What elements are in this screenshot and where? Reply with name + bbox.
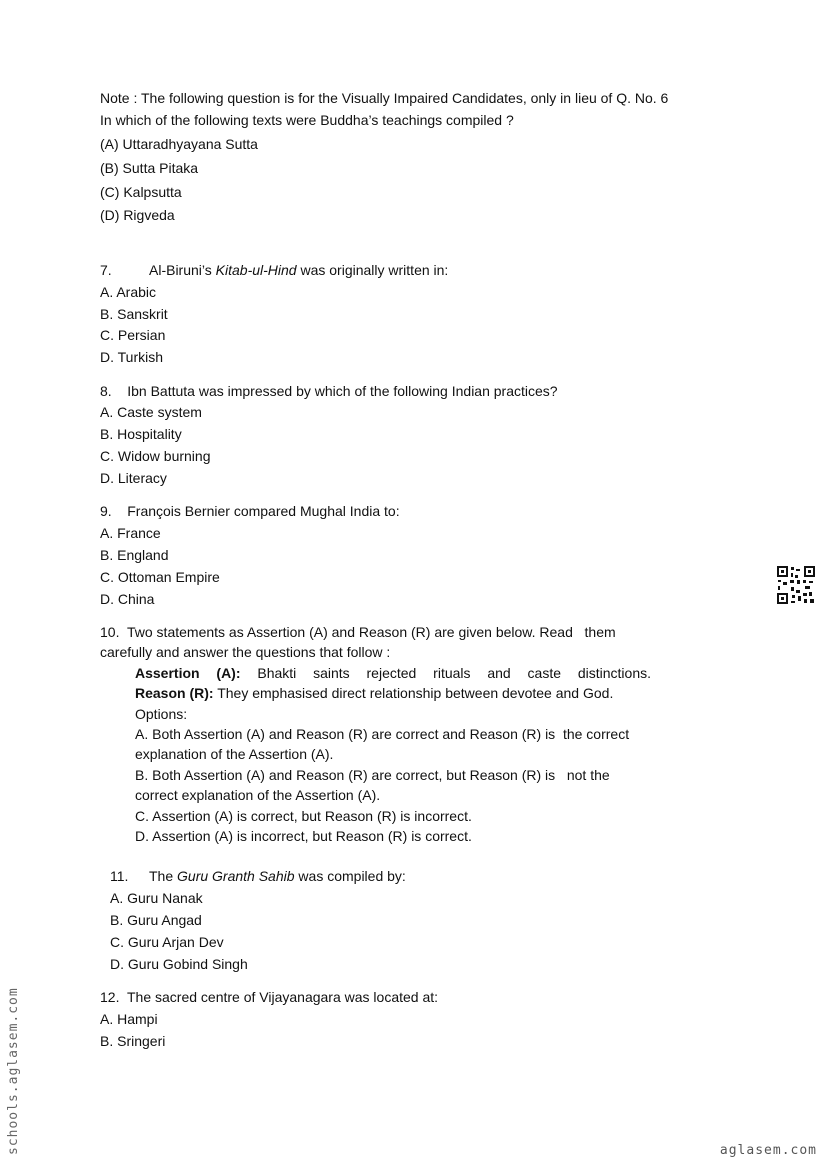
q10-option-d: D. Assertion (A) is incorrect, but Reason (R) is correct.	[135, 828, 472, 844]
q10-option-a-line2: explanation of the Assertion (A).	[135, 746, 334, 762]
q10-options-label: Options:	[135, 706, 188, 722]
q7-question: Al-Biruni’s Kitab-ul-Hind was originally written in:	[149, 262, 449, 278]
q9-question: 9. François Bernier compared Mughal India to:	[100, 503, 400, 519]
note-option-d: (D) Rigveda	[100, 207, 175, 223]
q9-option-a: A. France	[100, 525, 161, 541]
q11-option-c: C. Guru Arjan Dev	[110, 934, 224, 950]
q10-option-c: C. Assertion (A) is correct, but Reason (R) is incorrect.	[135, 808, 472, 824]
q11-number: 11.	[110, 868, 129, 884]
q11-question: The Guru Granth Sahib was compiled by:	[149, 868, 406, 884]
note-option-b: (B) Sutta Pitaka	[100, 160, 199, 176]
q10-option-a-line1: A. Both Assertion (A) and Reason (R) are correct and Reason (R) is the correct	[135, 726, 630, 742]
q7-option-a: A. Arabic	[100, 284, 157, 300]
q12-option-b: B. Sringeri	[100, 1033, 166, 1049]
q10-option-b-line1: B. Both Assertion (A) and Reason (R) are correct, but Reason (R) is not the	[135, 767, 610, 783]
q8-option-b: B. Hospitality	[100, 426, 182, 442]
q10-assertion: Assertion (A): Bhakti saints rejected rituals and caste distinctions.	[135, 665, 651, 681]
q10-question-line2: carefully and answer the questions that follow :	[100, 644, 391, 660]
q11-option-d: D. Guru Gobind Singh	[110, 956, 248, 972]
q12-question: 12. The sacred centre of Vijayanagara was located at:	[100, 989, 439, 1005]
corner-watermark: aglasem.com	[719, 1143, 817, 1158]
q9-option-c: C. Ottoman Empire	[100, 569, 220, 585]
q7-number: 7.	[100, 262, 112, 278]
q11-option-b: B. Guru Angad	[110, 912, 202, 928]
q10-option-b-line2: correct explanation of the Assertion (A).	[135, 787, 381, 803]
q10-question-line1: 10. Two statements as Assertion (A) and Reason (R) are given below. Read them	[100, 624, 616, 640]
note-text: Note : The following question is for the Visually Impaired Candidates, only in lieu of Q. No. 6	[100, 90, 669, 106]
q10-reason: Reason (R): They emphasised direct relationship between devotee and God.	[135, 685, 614, 701]
q9-option-b: B. England	[100, 547, 169, 563]
note-option-a: (A) Uttaradhyayana Sutta	[100, 136, 258, 152]
q7-option-d: D. Turkish	[100, 349, 164, 365]
q8-option-c: C. Widow burning	[100, 448, 211, 464]
q8-question: 8. Ibn Battuta was impressed by which of the following Indian practices?	[100, 383, 558, 399]
q12-option-a: A. Hampi	[100, 1011, 158, 1027]
q9-option-d: D. China	[100, 591, 155, 607]
q7-option-b: B. Sanskrit	[100, 306, 168, 322]
qr-code-icon	[776, 565, 816, 605]
note-question: In which of the following texts were Buddha’s teachings compiled ?	[100, 112, 514, 128]
q8-option-a: A. Caste system	[100, 404, 202, 420]
note-option-c: (C) Kalpsutta	[100, 184, 182, 200]
q7-option-c: C. Persian	[100, 327, 166, 343]
side-watermark: schools.aglasem.com	[6, 987, 21, 1155]
q8-option-d: D. Literacy	[100, 470, 167, 486]
q11-option-a: A. Guru Nanak	[110, 890, 203, 906]
